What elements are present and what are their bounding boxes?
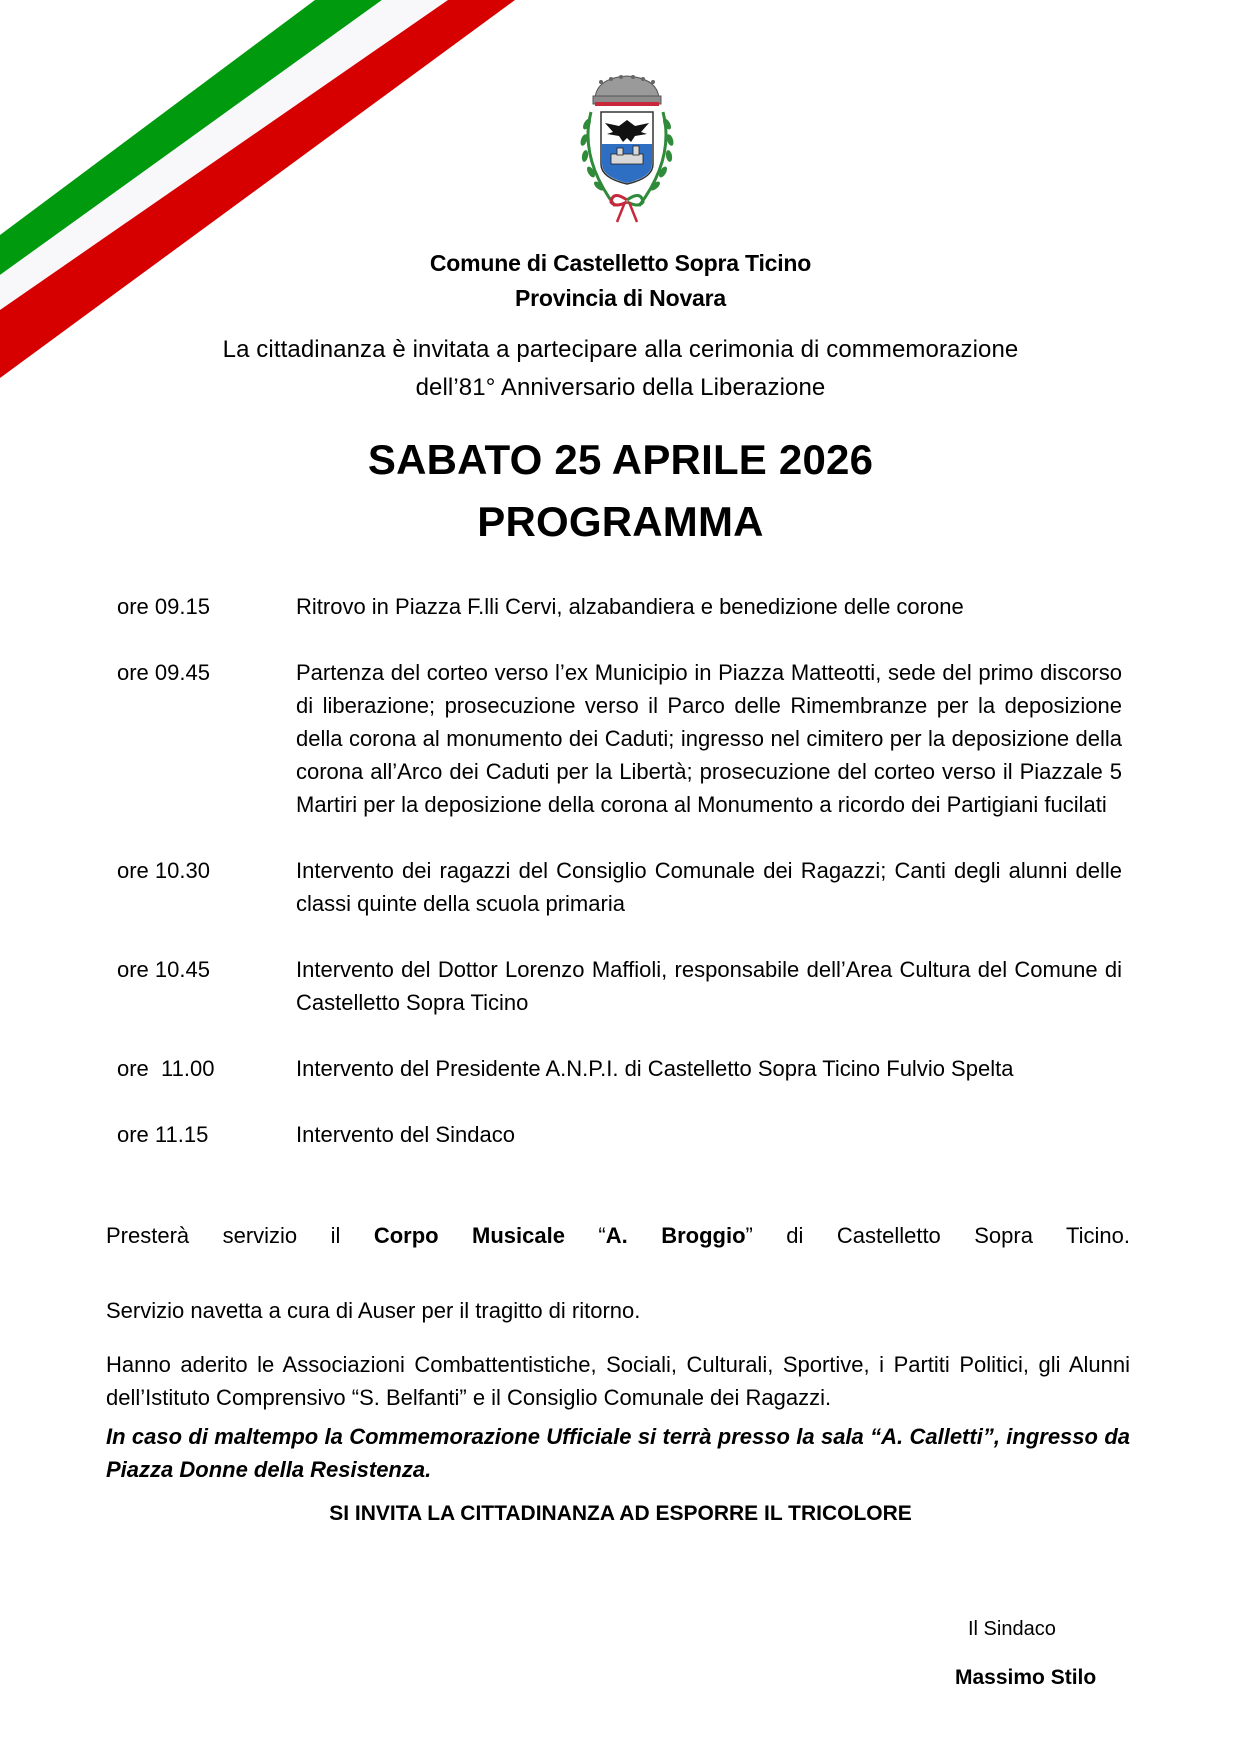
intro-line-2: dell’81° Anniversario della Liberazione [415,374,826,401]
band-notice [106,1219,1130,1252]
province-name: Provincia di Novara [515,285,726,311]
municipality-name: Comune di Castelletto Sopra Ticino [429,250,812,276]
adherents-notice: Hanno aderito le Associazioni Combattentistiche, Sociali, Culturali, Sportive, i Partiti Politici, gli Alunni dell’Istituto Comprensivo “S. Belfanti” e il Consiglio Comunale dei Ragazzi. [106,1352,1130,1410]
schedule-description: Intervento del Presidente A.N.P.I. di Castelletto Sopra Ticino Fulvio Spelta [296,1056,1014,1081]
band-name: Corpo Musicale [373,1223,565,1248]
schedule-time: ore 09.45 [117,660,210,685]
schedule-row [117,953,1122,1019]
signature-role: Il Sindaco [968,1618,1056,1640]
schedule [117,590,1122,1151]
schedule-description: Ritrovo in Piazza F.lli Cervi, alzabandiera e benedizione delle corone [296,594,964,619]
band-person: A. Broggio [605,1223,746,1248]
band-quote-close: ” [745,1223,753,1248]
crown-icon [593,75,661,106]
schedule-time: ore 11.15 [117,1122,209,1147]
schedule-description: Intervento del Dottor Lorenzo Maffioli, responsabile dell’Area Cultura del Comune di Castelletto Sopra Ticino [296,957,1122,1015]
schedule-row [117,1118,1122,1151]
intro-line-1: La cittadinanza è invitata a partecipare alla cerimonia di commemorazione [222,336,1019,363]
band-quote-open: “ [564,1223,606,1248]
coat-of-arms-icon [565,68,689,228]
event-date-title: SABATO 25 APRILE 2026 [367,436,874,483]
band-suffix: di Castelletto Sopra Ticino. [752,1223,1130,1248]
schedule-row [117,1052,1122,1085]
shield-icon [601,112,653,184]
schedule-row [117,656,1122,821]
schedule-description: Partenza del corteo verso l’ex Municipio in Piazza Matteotti, sede del primo discorso di liberazione; prosecuzione verso il Parco delle Rimembranze per la deposizione della corona al monumento dei Caduti; ingresso nel cimitero per la deposizione della corona all’Arco dei Caduti per la Libertà; prosecuzione del corteo verso il Piazzale 5 Martiri per la deposizione della corona al Monumento a ricordo dei Partigiani fucilati [296,660,1122,817]
schedule-row [117,854,1122,920]
bad-weather-notice: In caso di maltempo la Commemorazione Ufficiale si terrà presso la sala “A. Calletti”, ingresso da Piazza Donne della Resistenza. [106,1424,1130,1482]
schedule-row [117,590,1122,623]
signature-name: Massimo Stilo [955,1666,1097,1689]
flag-call: SI INVITA LA CITTADINANZA AD ESPORRE IL TRICOLORE [329,1502,912,1525]
tricolour-bow-icon [611,195,643,222]
band-prefix: Presterà servizio il [106,1223,374,1248]
schedule-time: ore 11.00 [117,1056,215,1081]
schedule-description: Intervento del Sindaco [296,1122,515,1147]
schedule-description: Intervento dei ragazzi del Consiglio Comunale dei Ragazzi; Canti degli alunni delle classi quinte della scuola primaria [296,858,1122,916]
schedule-time: ore 09.15 [117,594,210,619]
schedule-time: ore 10.45 [117,957,210,982]
schedule-time: ore 10.30 [117,858,210,883]
shuttle-notice: Servizio navetta a cura di Auser per il tragitto di ritorno. [106,1298,641,1323]
programme-title: PROGRAMMA [477,498,764,545]
